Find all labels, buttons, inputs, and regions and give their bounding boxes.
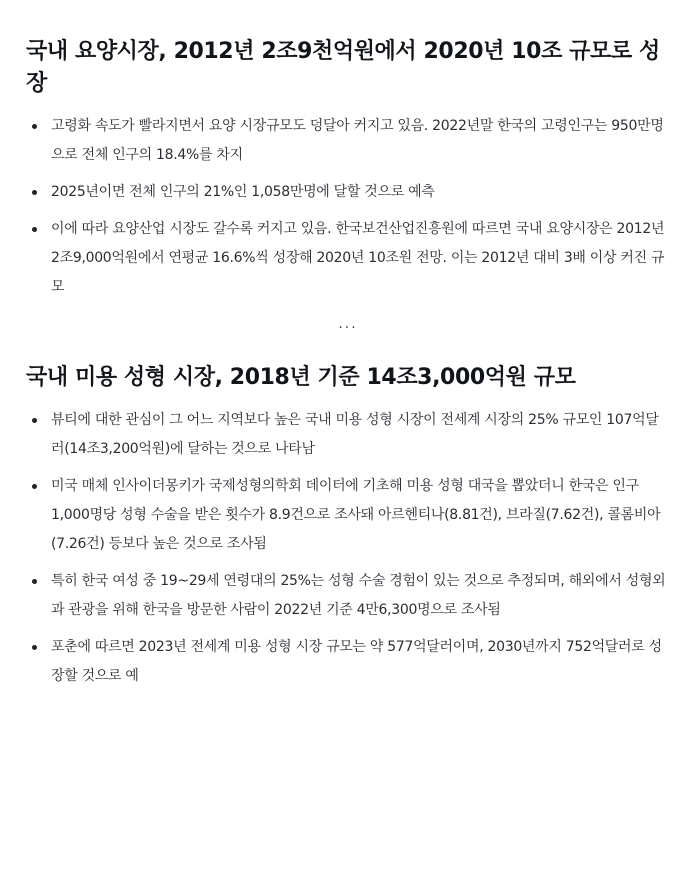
bullet-item [26, 633, 670, 691]
bullet-item [26, 406, 670, 464]
bullet-dot-icon [32, 579, 37, 584]
bullet-text: 포춘에 따르면 2023년 전세계 미용 성형 시장 규모는 약 577억달러이며, 2030년까지 752억달러로 성장할 것으로 예 [51, 639, 662, 684]
section-title: 국내 요양시장, 2012년 2조9천억원에서 2020년 10조 규모로 성장 [26, 39, 660, 96]
bullet-dot-icon [32, 484, 37, 489]
bullet-text: 2025년이면 전체 인구의 21%인 1,058만명에 달할 것으로 예측 [51, 184, 435, 200]
section-title: 국내 미용 성형 시장, 2018년 기준 14조3,000억원 규모 [26, 365, 576, 390]
bullet-text: 미국 매체 인사이더몽키가 국제성형의학회 데이터에 기초해 미용 성형 대국을 뽑았더니 한국은 인구 1,000명당 성형 수술을 받은 횟수가 8.9건으로 조사돼 아르헨티나(8.81건), 브라질(7.62건), 콜롬비아(7.26건) 등보다 높은 것으로 조사됨 [51, 478, 661, 552]
bullet-list [26, 112, 670, 302]
bullet-item [26, 112, 670, 170]
bullet-text: 고령화 속도가 빨라지면서 요양 시장규모도 덩달아 커지고 있음. 2022년말 한국의 고령인구는 950만명으로 전체 인구의 18.4%를 차지 [51, 118, 664, 163]
bullet-dot-icon [32, 418, 37, 423]
bullet-dot-icon [32, 227, 37, 232]
bullet-item [26, 567, 670, 625]
bullet-text: 특히 한국 여성 중 19~29세 연령대의 25%는 성형 수술 경험이 있는 것으로 추정되며, 해외에서 성형외과 관광을 위해 한국을 방문한 사람이 2022년 기준 4만6,300명으로 조사됨 [51, 573, 666, 618]
bullet-item [26, 215, 670, 302]
bullet-item [26, 178, 670, 207]
section-elder-care-market [26, 36, 670, 302]
bullet-text: 뷰티에 대한 관심이 그 어느 지역보다 높은 국내 미용 성형 시장이 전세계 시장의 25% 규모인 107억달러(14조3,200억원)에 달하는 것으로 나타남 [51, 412, 659, 457]
section-separator: ... [338, 316, 358, 332]
bullet-item [26, 472, 670, 559]
bullet-dot-icon [32, 190, 37, 195]
bullet-text: 이에 따라 요양산업 시장도 갈수록 커지고 있음. 한국보건산업진흥원에 따르면 국내 요양시장은 2012년 2조9,000억원에서 연평균 16.6%씩 성장해 2020년 10조원 전망. 이는 2012년 대비 3배 이상 커진 규모 [51, 221, 665, 295]
bullet-dot-icon [32, 645, 37, 650]
section-cosmetic-surgery-market [26, 362, 670, 691]
bullet-dot-icon [32, 124, 37, 129]
bullet-list [26, 406, 670, 691]
